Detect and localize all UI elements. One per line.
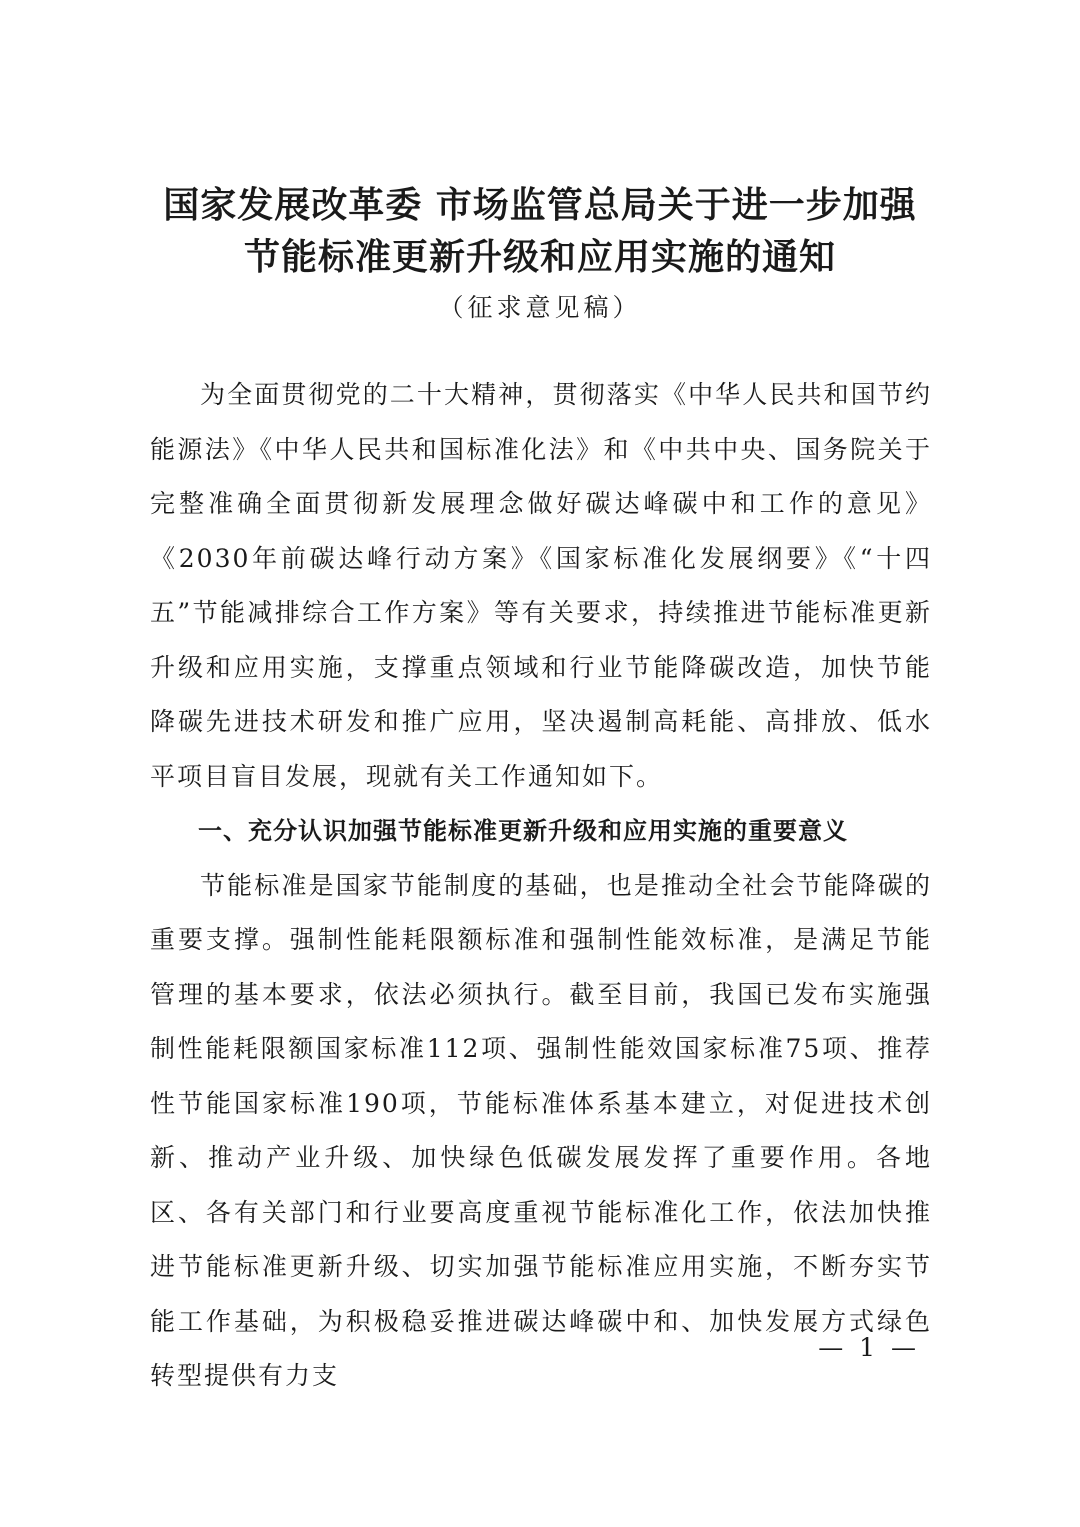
document-body	[150, 368, 932, 1404]
title-block	[0, 180, 1080, 326]
section-1-paragraph: 节能标准是国家节能制度的基础，也是推动全社会节能降碳的重要支撑。强制性能耗限额标准和强制性能效标准，是满足节能管理的基本要求，依法必须执行。截至目前，我国已发布实施强制性能耗限额国家标准112项、强制性能效国家标准75项、推荐性节能国家标准190项，节能标准体系基本建立，对促进技术创新、推动产业升级、加快绿色低碳发展发挥了重要作用。各地区、各有关部门和行业要高度重视节能标准化工作，依法加快推进节能标准更新升级、切实加强节能标准应用实施，不断夯实节能工作基础，为积极稳妥推进碳达峰碳中和、加快发展方式绿色转型提供有力支	[150, 870, 932, 1390]
document-title-line-1: 国家发展改革委 市场监管总局关于进一步加强	[163, 185, 917, 226]
document-subtitle: （征求意见稿）	[438, 293, 642, 322]
section-1-heading: 一、充分认识加强节能标准更新升级和应用实施的重要意义	[198, 817, 848, 845]
intro-paragraph: 为全面贯彻党的二十大精神，贯彻落实《中华人民共和国节约能源法》《中华人民共和国标准化法》和《中共中央、国务院关于完整准确全面贯彻新发展理念做好碳达峰碳中和工作的意见》《2030年前碳达峰行动方案》《国家标准化发展纲要》《“十四五”节能减排综合工作方案》等有关要求，持续推进节能标准更新升级和应用实施，支撑重点领域和行业节能降碳改造，加快节能降碳先进技术研发和推广应用，坚决遏制高耗能、高排放、低水平项目盲目发展，现就有关工作通知如下。	[150, 380, 932, 791]
page-number: — 1 —	[818, 1333, 920, 1362]
document-title-line-2: 节能标准更新升级和应用实施的通知	[243, 237, 836, 278]
